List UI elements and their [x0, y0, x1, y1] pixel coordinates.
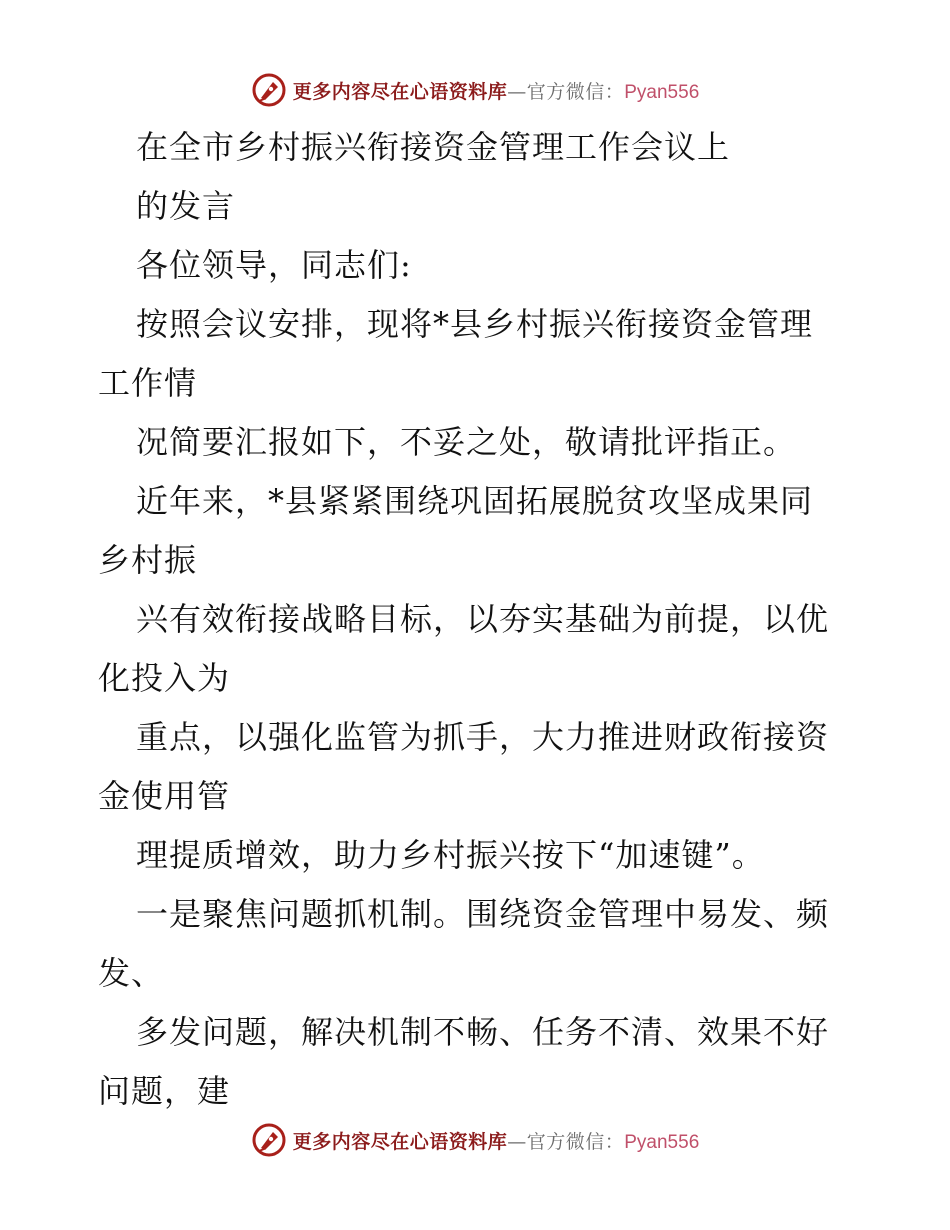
text-line: 乡村振 — [98, 541, 198, 579]
banner-text — [293, 1127, 700, 1154]
text-line: 兴有效衔接战略目标，以夯实基础为前提，以优 — [136, 600, 830, 638]
banner-wechat-id: Pyan556 — [624, 1131, 700, 1153]
text-line: 各位领导，同志们: — [136, 246, 412, 284]
banner-main-text: 更多内容尽在心语资料库 — [292, 1130, 508, 1153]
banner-main-text: 更多内容尽在心语资料库 — [292, 80, 508, 103]
pen-nib-logo-icon — [251, 72, 287, 108]
pen-nib-logo-icon — [251, 1122, 287, 1158]
text-line: 一是聚焦问题抓机制。围绕资金管理中易发、频 — [136, 895, 830, 933]
banner-text — [293, 77, 700, 104]
document-body — [98, 118, 858, 1121]
header-banner — [0, 70, 950, 110]
text-line: 发、 — [98, 954, 165, 992]
text-line: 化投入为 — [98, 659, 231, 697]
text-line: 重点，以强化监管为抓手，大力推进财政衔接资 — [136, 718, 830, 756]
text-line: 工作情 — [98, 364, 198, 402]
banner-tail-text: —官方微信： — [507, 80, 625, 103]
text-line: 金使用管 — [98, 777, 231, 815]
text-line: 多发问题，解决机制不畅、任务不清、效果不好 — [136, 1013, 830, 1051]
banner-wechat-id: Pyan556 — [624, 81, 700, 103]
text-line: 问题，建 — [98, 1072, 231, 1110]
text-line: 理提质增效，助力乡村振兴按下“加速键”。 — [136, 836, 765, 874]
text-line: 近年来，*县紧紧围绕巩固拓展脱贫攻坚成果同 — [136, 482, 814, 520]
text-line: 在全市乡村振兴衔接资金管理工作会议上 — [136, 128, 731, 166]
footer-banner — [0, 1120, 950, 1160]
text-line: 的发言 — [136, 187, 236, 225]
text-line: 按照会议安排，现将*县乡村振兴衔接资金管理 — [136, 305, 814, 343]
text-line: 况简要汇报如下，不妥之处，敬请批评指正。 — [136, 423, 797, 461]
banner-tail-text: —官方微信： — [507, 1130, 625, 1153]
